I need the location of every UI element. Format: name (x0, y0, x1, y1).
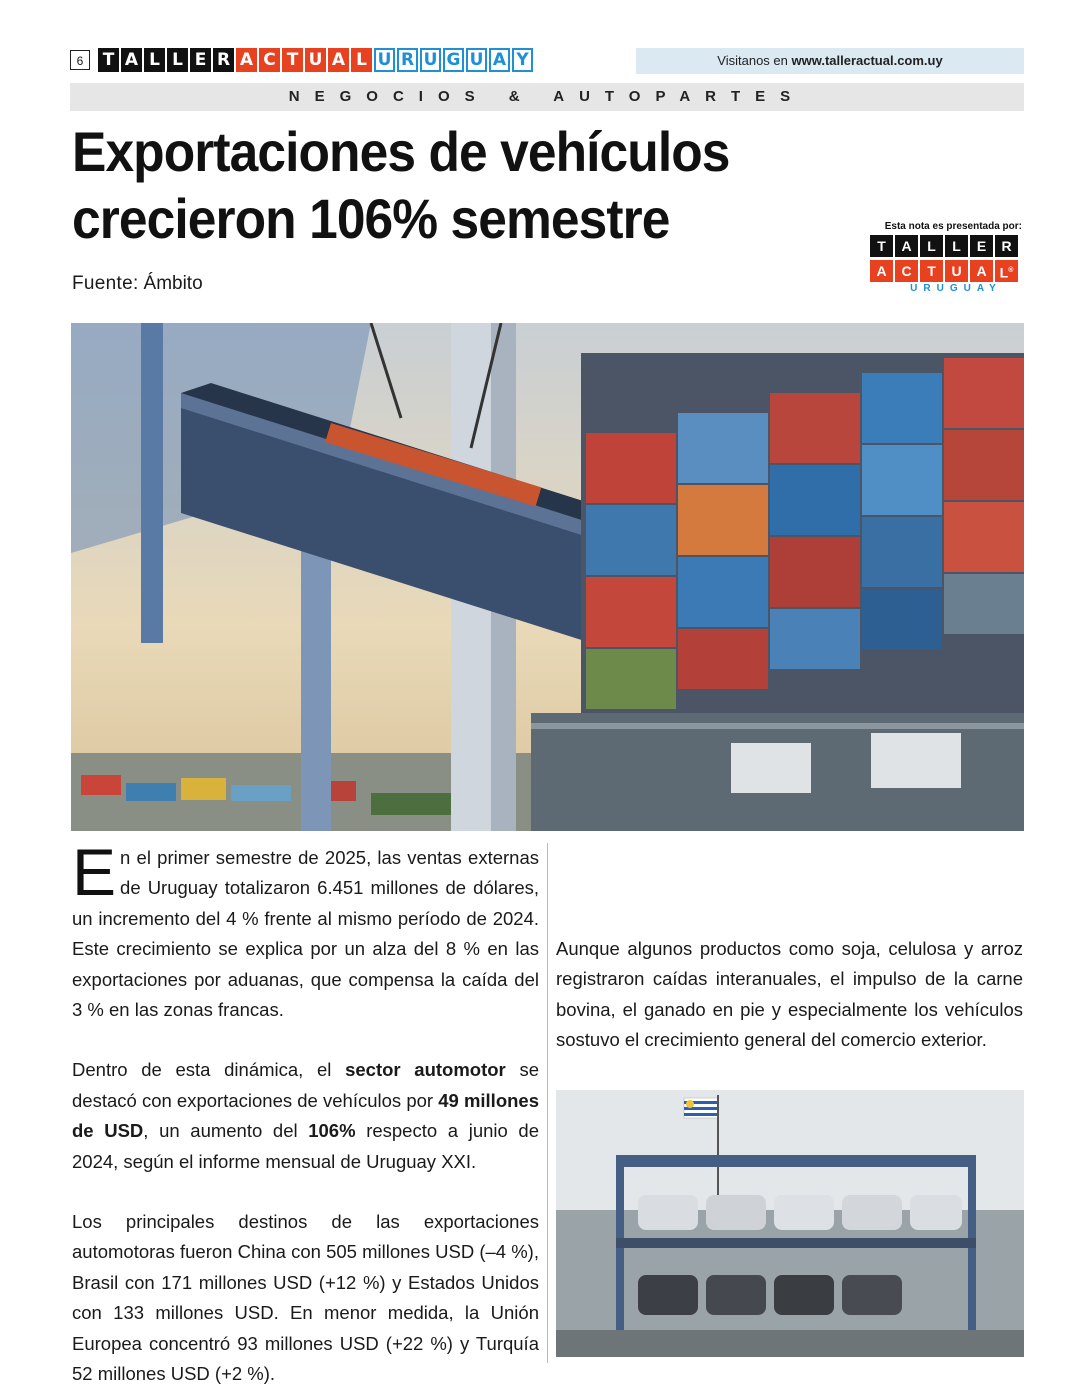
brand-letter: R (397, 48, 418, 72)
container-ship-illustration (71, 323, 1024, 831)
brand-letter: A (121, 48, 142, 72)
article-column-left (72, 835, 540, 1390)
sponsor-subtitle: URUGUAY (910, 283, 1002, 294)
sponsor-letter: L (945, 235, 968, 257)
sponsor-letter: L (920, 235, 943, 257)
brand-letter: A (236, 48, 257, 72)
brand-letter: U (420, 48, 441, 72)
brand-letter: G (443, 48, 464, 72)
sponsor-letter: T (870, 235, 893, 257)
paragraph-4: Aunque algunos productos como soja, celulosa y arroz registraron caídas interanuales, el impulso de la carne bovina, el ganado en pie y especialmente los vehículos sostuvo el crecimiento general del comercio exterior. (556, 938, 1023, 1051)
sponsor-logo-row-2 (870, 260, 1022, 282)
brand-letter: Y (512, 48, 533, 72)
containers-photo (71, 323, 1024, 831)
page-number: 6 (70, 50, 90, 70)
sponsor-letter: C (895, 260, 918, 282)
brand-letter: L (351, 48, 372, 72)
sponsor-logo-row-1 (870, 235, 1022, 257)
article-source (72, 273, 203, 295)
sponsor-letter: U (945, 260, 968, 282)
column-divider (547, 843, 548, 1363)
car-carrier-photo (556, 1090, 1024, 1357)
visit-banner (636, 48, 1024, 74)
website-link[interactable]: www.talleractual.com.uy (791, 53, 943, 68)
brand-letter: T (282, 48, 303, 72)
source-label: Fuente (72, 273, 133, 294)
article-column-right (556, 843, 1023, 1056)
brand-letter: C (259, 48, 280, 72)
drop-cap: E (72, 835, 117, 909)
article-headline: Exportaciones de vehículos crecieron 106% semestre (72, 120, 730, 250)
sponsor-letter: R (995, 235, 1018, 257)
section-label: NEGOCIOS & AUTOPARTES (70, 83, 1024, 111)
car-carrier-illustration (556, 1090, 1024, 1357)
brand-letter: A (489, 48, 510, 72)
sponsor-note: Esta nota es presentada por: (884, 221, 1022, 232)
visit-prefix: Visitanos en (717, 53, 792, 68)
sponsor-letter: A (970, 260, 993, 282)
brand-letter: A (328, 48, 349, 72)
source-value: Ámbito (143, 273, 203, 294)
source-separator: : (132, 273, 144, 294)
sponsor-letter: L® (995, 260, 1018, 282)
brand-letter: L (144, 48, 165, 72)
brand-letter: T (98, 48, 119, 72)
sponsor-letter: A (895, 235, 918, 257)
brand-letter: L (167, 48, 188, 72)
sponsor-letter: A (870, 260, 893, 282)
container-stack (581, 353, 1024, 753)
sponsor-letter: E (970, 235, 993, 257)
brand-letter: U (305, 48, 326, 72)
sponsor-badge (870, 221, 1022, 294)
paragraph-2: Dentro de esta dinámica, el sector automotor se destacó con exportaciones de vehículos por 49 millones de USD, un aumento del 106% respecto a junio de 2024, según el informe mensual de Uruguay XXI. (72, 1059, 540, 1172)
brand-letter: E (190, 48, 211, 72)
brand-logo[interactable] (98, 48, 533, 74)
brand-letter: U (374, 48, 395, 72)
paragraph-3: Los principales destinos de las exportaciones automotoras fueron China con 505 millones USD (–4 %), Brasil con 171 millones USD (+12 %) y Estados Unidos con 133 millones USD. En menor medida, la Unión Europea concentró 93 millones USD (+22 %) y Turquía 52 millones USD (+2 %). (72, 1211, 539, 1385)
brand-letter: U (466, 48, 487, 72)
sponsor-letter: T (920, 260, 943, 282)
cars-upper (638, 1195, 962, 1230)
brand-letter: R (213, 48, 234, 72)
masthead (70, 48, 1024, 74)
paragraph-1: En el primer semestre de 2025, las ventas externas de Uruguay totalizaron 6.451 millones de dólares, un incremento del 4 % frente al mismo período de 2024. Este crecimiento se explica por un alza del 8 % en las exportaciones por aduanas, que compensa la caída del 3 % en las zonas francas. (72, 835, 539, 1021)
